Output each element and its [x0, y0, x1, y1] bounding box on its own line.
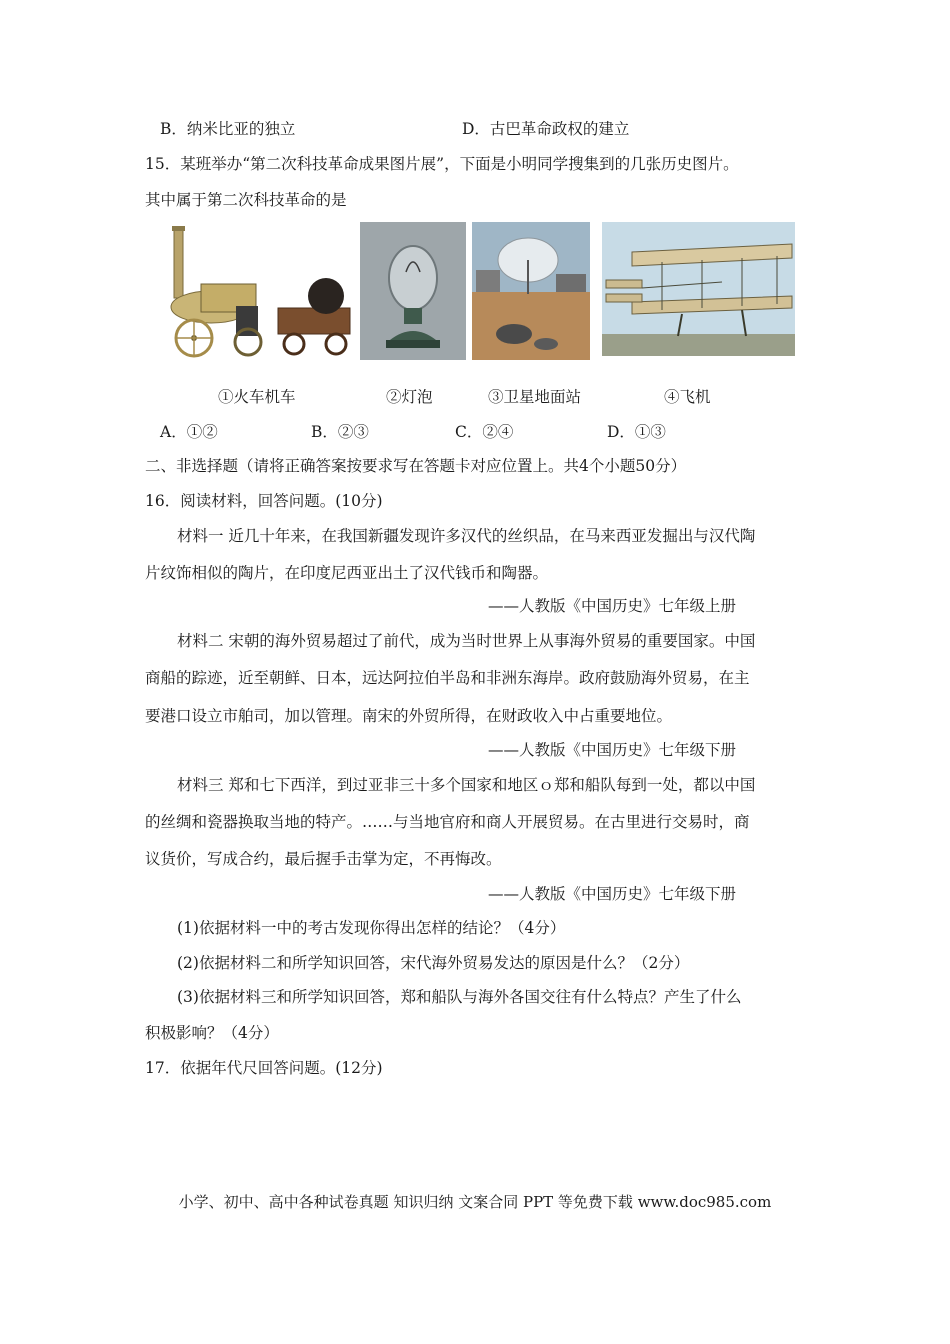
- material-1-cont: 片纹饰相似的陶片，在印度尼西亚出土了汉代钱币和陶器。: [145, 564, 549, 582]
- material-1-source: ——人教版《中国历史》七年级上册: [488, 597, 737, 615]
- option-d: D．①③: [607, 423, 666, 441]
- question-16-stem: 16．阅读材料，回答问题。(10分): [145, 492, 383, 510]
- page-footer: 小学、初中、高中各种试卷真题 知识归纳 文案合同 PPT 等免费下载 www.doc985.com: [178, 1193, 772, 1211]
- light-bulb-image: [360, 222, 466, 360]
- question-17-stem: 17．依据年代尺回答问题。(12分): [145, 1059, 383, 1077]
- option-b: B．纳米比亚的独立: [160, 120, 296, 138]
- material-3-source: ——人教版《中国历史》七年级下册: [488, 885, 737, 903]
- material-2-cont: 要港口设立市舶司，加以管理。南宋的外贸所得，在财政收入中占重要地位。: [145, 707, 673, 725]
- option-a: A．①②: [160, 423, 218, 441]
- sub-question-2: (2)依据材料二和所学知识回答，宋代海外贸易发达的原因是什么？（2分）: [177, 954, 690, 972]
- option-c: C．②④: [455, 423, 514, 441]
- material-3: 材料三 郑和七下西洋，到过亚非三十多个国家和地区ｏ郑和船队每到一处，都以中国: [177, 776, 756, 794]
- airplane-image: [602, 222, 795, 356]
- material-1: 材料一 近几十年来，在我国新疆发现许多汉代的丝织品，在马来西亚发掘出与汉代陶: [177, 527, 756, 545]
- material-3-cont: 的丝绸和瓷器换取当地的特产。……与当地官府和商人开展贸易。在古里进行交易时，商: [145, 813, 750, 831]
- sub-question-3-cont: 积极影响？（4分）: [145, 1024, 279, 1042]
- locomotive-image: [166, 222, 356, 360]
- question-15-stem-cont: 其中属于第二次科技革命的是: [145, 191, 347, 209]
- question-15-stem: 15．某班举办“第二次科技革命成果图片展”，下面是小明同学搜集到的几张历史图片。: [145, 155, 739, 173]
- caption-airplane: ④飞机: [664, 388, 711, 406]
- material-2-source: ——人教版《中国历史》七年级下册: [488, 741, 737, 759]
- material-2-cont: 商船的踪迹，近至朝鲜、日本，远达阿拉伯半岛和非洲东海岸。政府鼓励海外贸易，在主: [145, 669, 750, 687]
- caption-satellite-station: ③卫星地面站: [488, 388, 582, 406]
- material-3-cont: 议货价，写成合约，最后握手击掌为定，不再悔改。: [145, 850, 502, 868]
- sub-question-3: (3)依据材料三和所学知识回答，郑和船队与海外各国交往有什么特点？产生了什么: [177, 988, 742, 1006]
- caption-locomotive: ①火车机车: [218, 388, 296, 406]
- satellite-station-image: [472, 222, 590, 360]
- option-d: D．古巴革命政权的建立: [462, 120, 630, 138]
- section-heading: 二、非选择题（请将正确答案按要求写在答题卡对应位置上。共4个小题50分）: [145, 457, 687, 475]
- sub-question-1: (1)依据材料一中的考古发现你得出怎样的结论？（4分）: [177, 919, 566, 937]
- option-b: B．②③: [311, 423, 369, 441]
- material-2: 材料二 宋朝的海外贸易超过了前代，成为当时世界上从事海外贸易的重要国家。中国: [177, 632, 756, 650]
- caption-light-bulb: ②灯泡: [386, 388, 433, 406]
